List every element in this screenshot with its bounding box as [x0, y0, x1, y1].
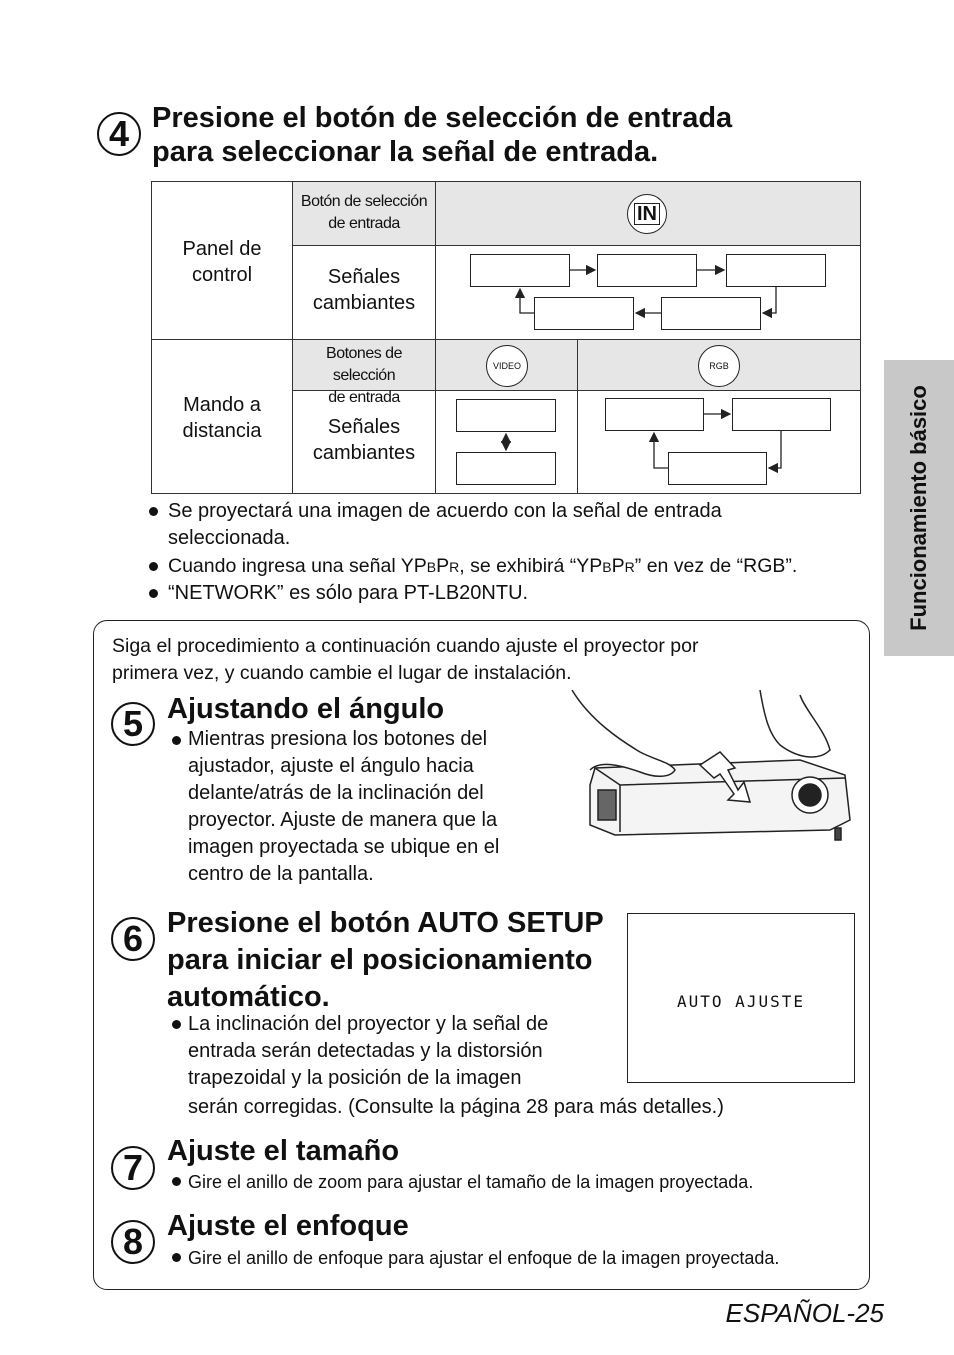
signal-arrows [0, 0, 954, 520]
video-button-icon: VIDEO [486, 345, 528, 387]
bullet-icon [149, 562, 158, 571]
auto-setup-screen [627, 913, 855, 1083]
bullet-icon [172, 1253, 181, 1262]
step-7-number: 7 [111, 1146, 155, 1190]
page-footer: ESPAÑOL-25 [725, 1298, 884, 1328]
step-5-title: Ajustando el ángulo [167, 693, 445, 725]
step-5-number: 5 [111, 702, 155, 746]
step-7-title: Ajuste el tamaño [167, 1135, 400, 1167]
step-4-number: 4 [97, 112, 141, 156]
step-7-text: Gire el anillo de zoom para ajustar el tamaño de la imagen proyectada. [188, 1172, 754, 1192]
note-1: Se proyectará una imagen de acuerdo con la señal de entrada seleccionada. [168, 500, 722, 549]
bullet-icon [149, 589, 158, 598]
step-6-text: La inclinación del proyector y la señal de entrada serán detectadas y la distorsión trapezoidal y la posición de la imagen [188, 1013, 549, 1089]
step-4-title-line1: Presione el botón de selección de entrada [152, 102, 733, 134]
step-8-number: 8 [111, 1220, 155, 1264]
remote-buttons-label: Botones de selección de entrada [326, 345, 402, 406]
remote-label: Mando a distancia [182, 394, 262, 442]
side-tab [884, 360, 954, 656]
bullet-icon [149, 507, 158, 516]
panel-label: Panel de control [182, 238, 262, 286]
step-8-title: Ajuste el enfoque [167, 1210, 409, 1242]
note-2: Cuando ingresa una señal YPBPR, se exhibirá “YPBPR” en vez de “RGB”. [168, 555, 798, 577]
auto-setup-screen-text: AUTO AJUSTE [677, 992, 805, 1011]
step-6-title: Presione el botón AUTO SETUP para iniciar el posicionamiento automático. [167, 907, 604, 1013]
panel-signals-label: Señales cambiantes [312, 266, 416, 314]
rgb-button-icon: RGB [698, 345, 740, 387]
note-3: “NETWORK” es sólo para PT-LB20NTU. [168, 582, 529, 604]
step-8-text: Gire el anillo de enfoque para ajustar el enfoque de la imagen proyectada. [188, 1248, 780, 1268]
intro-text: Siga el procedimiento a continuación cuando ajuste el proyector por primera vez, y cuando cambie el lugar de instalación. [112, 635, 699, 684]
panel-button-label: Botón de selección de entrada [300, 193, 428, 232]
step-4-title-line2: para seleccionar la señal de entrada. [152, 136, 659, 168]
projector-illustration [560, 690, 860, 865]
bullet-icon [172, 1177, 181, 1186]
bullet-icon [172, 1020, 181, 1029]
step-6-number: 6 [111, 917, 155, 961]
in-button-label: IN [634, 203, 660, 225]
bullet-icon [172, 736, 181, 745]
step-5-text: Mientras presiona los botones del ajustador, ajuste el ángulo hacia delante/atrás de la inclinación del proyector. Ajuste de manera que la imagen proyectada se ubique en el centro de la pantalla. [188, 728, 500, 885]
remote-signals-label: Señales cambiantes [312, 416, 416, 464]
step-6-text-continued: serán corregidas. (Consulte la página 28 para más detalles.) [188, 1096, 724, 1118]
side-tab-label: Funcionamiento básico [906, 385, 931, 631]
